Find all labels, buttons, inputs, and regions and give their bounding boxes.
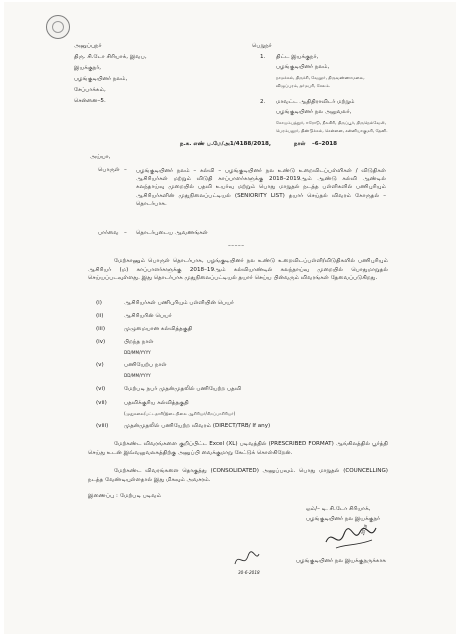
enclosure-label: இணைப்பு : bbox=[88, 493, 118, 499]
list-item-text: மேற்படி நபர் முதன்முதலில் பணியேற்ற பதவி bbox=[124, 386, 242, 392]
list-item-number: (viii) bbox=[96, 423, 109, 429]
separator: ––––– bbox=[228, 243, 245, 249]
list-item-text: முழுமையான கல்வித்தகுதி bbox=[124, 326, 193, 332]
recipient-2-line: கோயம்புத்தூர், ஈரோடு, நீலகிரி, திருப்பூர், திருநெல்வேலி, bbox=[276, 120, 386, 125]
recipient-1-line: திட்ட இயக்குநர், bbox=[276, 54, 319, 60]
signature-line-2: பழங்குடியினர் நல இயக்குநர் bbox=[306, 516, 381, 522]
body-paragraph-2: மேற்கண்ட விவரங்களை குறிப்பிட்ட Excel (XL) படிவத்தில் (PRESCRIBED FORMAT) ஆங்கிலத்தில் பூர்த்தி செய்து உடன் இவ்வலுவலகத்திற்கு அனுப்பி வைக்குமாறு கேட்டுக் கொள்கிறேன். bbox=[88, 441, 388, 456]
sender-heading: அனுப்புநர் bbox=[74, 43, 102, 49]
official-seal bbox=[46, 15, 70, 39]
enclosure-text: மேற்படி படிவம் bbox=[120, 493, 162, 499]
body-paragraph-1: மேற்காணும் பொருள் தொடர்பாக, பழங்குடியினர் நல உண்டு உறைவிடப்பள்ளி/விடுதிகளில் பணிபுரியும் ஆசிரியர் (ம) காப்பாளர்களுக்கு 2018–19ஆம் கல்வியாண்டில் கலந்தாய்வு முறையில் பொதுமாறுதல் செய்யப்படவுள்ளது. இது தொடர்பாக முதுநிலைப்பட்டியல் தயார் செய்ய பின்வரும் விவரங்கள் தேவைப்படுகிறது. bbox=[88, 258, 388, 281]
subject-label: பொருள் bbox=[98, 167, 120, 173]
sender-name: திரு. சி.டோ சிரியாக், இவப, bbox=[74, 54, 147, 60]
letter-page bbox=[4, 2, 456, 634]
sender-title: இயக்குநர், bbox=[74, 65, 102, 71]
list-item-format: (முதுகலை/பட்டதாரி/இடைநிலை ஆசிரியர்/சிறப்பாசிரியர்) bbox=[124, 411, 236, 416]
list-item-number: (vi) bbox=[96, 386, 106, 392]
reference-label: பார்வை bbox=[98, 230, 119, 236]
recipient-2-line: பழங்குடியினர் நல அலுவலர், bbox=[276, 109, 352, 115]
list-item-number: (iii) bbox=[96, 326, 106, 332]
date-label: நாள் bbox=[294, 141, 306, 147]
recipient-2-line: பெரம்பலூர், திண்டுக்கல், சென்னை, கன்னியாகுமரி, தேனி. bbox=[276, 128, 388, 133]
recipient-1-line: பழங்குடியினர் நலம், bbox=[276, 64, 330, 70]
list-item-text: முதன்முதலில் பணியேற்ற விவரம் (DIRECT/TRB/ If any) bbox=[124, 423, 271, 429]
list-item-number: (ii) bbox=[96, 313, 104, 319]
list-item-text: ஆசிரியர்கள் பணிபுரியும் பள்ளியின் பெயர் bbox=[124, 300, 234, 306]
sender-location: சேப்பாக்கம், bbox=[74, 87, 106, 93]
initials-scribble bbox=[232, 548, 262, 572]
list-item-number: (v) bbox=[96, 362, 104, 368]
handwritten-date: 30-6-2018 bbox=[238, 570, 260, 575]
subject-dash: – bbox=[124, 167, 127, 173]
date-value: –6–2018 bbox=[312, 141, 338, 147]
handwritten-signature bbox=[322, 520, 382, 554]
recipient-1-number: 1. bbox=[260, 54, 266, 60]
body-paragraph-3: மேற்கண்ட விவரங்களை தொகுத்து (CONSOLIDATED) அனுப்பவும். பொது மாறுதல் (COUNCELLING) நடத்த வேண்டியுள்ளதால் இது மிகவும் அவசரம். bbox=[88, 468, 388, 483]
signature-scrawl: 2018 bbox=[360, 523, 369, 536]
recipient-1-line: நாமக்கல், திருச்சி, வேலூர், திருவண்ணாமலை, bbox=[276, 75, 365, 80]
sender-department: பழங்குடியினர் நலம், bbox=[74, 76, 128, 82]
subject-text: பழங்குடியினர் நலம் – கல்வி – பழங்குடியினர் நல உண்டு உறைவிடப்பள்ளிகள் / விடுதிகள் ஆசிரியர்கள் மற்றும் விடுதி காப்பாளர்களுக்கு 2018–2019ஆம் ஆண்டு கல்வி ஆண்டில் கலந்தாய்வு முறையில் பதவி உயர்வு மற்றும் பொது மாறுதல் நடத்த பள்ளிகளில் பணிபுரியும் ஆசிரியர்களின் முதுநிலைப்பட்டியல் (SENIORITY LIST) தயார் செய்தல் விவரம் கோருதல் – தொடர்பாக. bbox=[136, 168, 386, 207]
recipient-2-line: மாவட்ட ஆதிதிராவிடர் மற்றும் bbox=[276, 99, 355, 105]
sender-city: சென்னை–5. bbox=[74, 98, 106, 104]
recipient-2-number: 2. bbox=[260, 99, 266, 105]
list-item-format: DD/MM/YYYY bbox=[124, 350, 151, 355]
list-item-number: (i) bbox=[96, 300, 102, 306]
reference-dash: – bbox=[124, 230, 127, 236]
signature-footer: பழங்குடியினர் நல இயக்குநருக்காக bbox=[296, 558, 387, 564]
recipient-1-line: விழுப்புரம், தர்மபுரி, சேலம். bbox=[276, 83, 331, 88]
recipient-heading: பெறுநர் bbox=[252, 43, 272, 49]
list-item-text: ஆசிரியரின் பெயர் bbox=[124, 313, 172, 319]
list-item-number: (iv) bbox=[96, 339, 106, 345]
list-item-text: பதவிக்குரிய கல்வித்தகுதி bbox=[124, 400, 189, 406]
signature-line-1: ஒம்/– டி. சி.டோ சிரியாக், bbox=[306, 506, 371, 512]
list-item-text: பிறந்த நாள் bbox=[124, 339, 154, 345]
list-item-text: பணியேற்ப நாள் bbox=[124, 362, 167, 368]
list-item-number: (vii) bbox=[96, 400, 107, 406]
reference-text: தொடர்புடைய ஆவணங்கள் bbox=[136, 230, 208, 236]
reference-number: ந.க. எண் ப.மே/அ1/4188/2018, bbox=[180, 141, 272, 147]
salutation: அய்யா, bbox=[90, 154, 111, 160]
list-item-format: DD/MM/YYYY bbox=[124, 373, 151, 378]
